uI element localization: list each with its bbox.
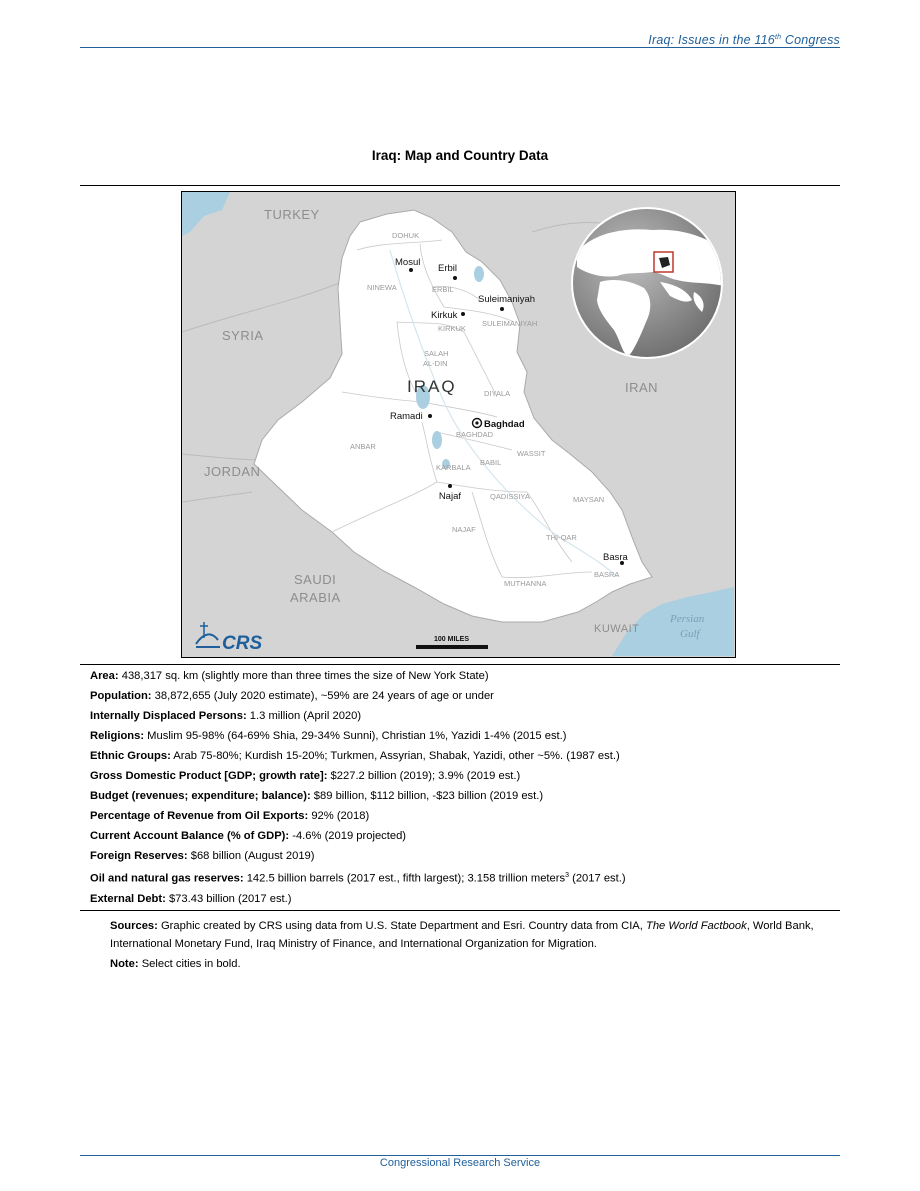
facts-top-rule [80,664,840,665]
fact-value: $89 billion, $112 billion, -$23 billion (2019 est.) [310,790,544,802]
label-suleimaniyah: SULEIMANIYAH [482,319,538,328]
city-erbil: Erbil [438,263,458,274]
figure-title: Iraq: Map and Country Data [371,148,549,163]
sources-italic: The World Factbook [645,920,747,932]
dot-najaf [448,484,452,488]
figure-top-rule [80,185,840,186]
label-karbala: KARBALA [436,463,471,472]
lake-habbaniyah [432,431,442,449]
sources-label: Sources: [110,920,158,932]
dot-suleimaniyah [500,307,504,311]
fact-value: $73.43 billion (2017 est.) [165,892,292,905]
label-iraq: IRAQ [407,377,457,396]
fact-label: Current Account Balance (% of GDP): [90,830,290,842]
city-najaf: Najaf [438,491,461,502]
label-saudi-1: SAUDI [294,572,337,587]
city-basra: Basra [603,552,628,563]
label-maysan: MAYSAN [573,495,605,504]
fact-row [90,766,840,786]
header-title-tail: Congress [781,33,840,47]
fact-label: Gross Domestic Product [GDP; growth rate]: [90,770,328,782]
fact-label: Internally Displaced Persons: [90,710,247,722]
fact-label: Percentage of Revenue from Oil Exports: [90,810,309,822]
fact-value: 92% (2018) [308,810,370,822]
label-baghdad: BAGHDAD [456,430,494,439]
header-title: Iraq: Issues in the 116 [648,33,775,47]
fact-label: Budget (revenues; expenditure; balance): [90,790,311,802]
fact-value: 142.5 billion barrels (2017 est., fifth largest); 3.158 trillion meters [243,872,566,885]
fact-row [90,889,840,909]
iraq-map [181,191,736,658]
label-babil: BABIL [480,458,502,467]
label-jordan: JORDAN [204,464,261,479]
fact-value: 38,872,655 (July 2020 estimate), ~59% are 24 years of age or under [151,690,494,702]
city-mosul: Mosul [395,257,421,268]
label-erbil: ERBIL [432,285,454,294]
label-thiqar: THI-QAR [546,533,577,542]
lake-dukan [474,266,484,282]
running-footer: Congressional Research Service [379,1157,541,1169]
label-salah-1: SALAH [424,349,449,358]
fact-value: 1.3 million (April 2020) [246,710,362,722]
fact-row [90,686,840,706]
fact-row [90,866,840,889]
label-persian: Persian [670,613,705,625]
fact-label: Population: [90,690,152,702]
fact-row [90,746,840,766]
dot-ramadi [428,414,432,418]
label-wassit: WASSIT [517,449,546,458]
fact-value: Muslim 95-98% (64-69% Shia, 29-34% Sunni), Christian 1%, Yazidi 1-4% (2015 est.) [144,730,567,742]
fact-row [90,846,840,866]
footer-rule [80,1155,840,1156]
label-iran: IRAN [625,380,659,395]
fact-label: Religions: [90,730,145,742]
fact-value-tail: (2017 est.) [569,872,626,885]
dot-erbil [453,276,457,280]
country-facts [90,666,840,909]
label-diyala: DIYALA [484,389,511,398]
label-kuwait: KUWAIT [594,623,640,635]
scale-bar [416,645,488,649]
fact-value: $68 billion (August 2019) [187,850,315,862]
label-najaf: NAJAF [452,525,476,534]
fact-value: Arab 75-80%; Kurdish 15-20%; Turkmen, Assyrian, Shabak, Yazidi, other ~5%. (1987 est.) [170,750,620,762]
fact-label: Foreign Reserves: [90,850,188,862]
sources-text-1: Graphic created by CRS using data from U.S. State Department and Esri. Country data from CIA, [157,920,646,932]
crs-logo-text: CRS [222,633,263,654]
label-gulf: Gulf [680,628,700,640]
fact-label: Ethnic Groups: [90,750,171,762]
city-kirkuk: Kirkuk [431,310,458,321]
fact-row [90,826,840,846]
label-qadissiya: QADISSIYA [490,492,530,501]
fact-row [90,806,840,826]
fact-value: $227.2 billion (2019); 3.9% (2019 est.) [327,770,521,782]
facts-bottom-rule [80,910,840,911]
label-ninewa: NINEWA [367,283,397,292]
label-saudi-2: ARABIA [290,590,341,605]
fact-label: Oil and natural gas reserves: [90,872,244,885]
label-anbar: ANBAR [350,442,376,451]
note-text: Select cities in bold. [138,958,241,970]
capital-center [475,421,478,424]
dot-mosul [409,268,413,272]
header-superscript: th [774,33,782,41]
note-paragraph [110,956,830,974]
fact-row [90,726,840,746]
sources-text-2: , World Bank, International Monetary Fund, Iraq Ministry of Finance, and International Organization for Migration. [110,920,814,950]
city-ramadi: Ramadi [390,411,423,422]
figure-notes [110,918,830,977]
note-label: Note: [110,958,139,970]
label-salah-2: AL-DIN [423,359,448,368]
map-svg [182,192,734,656]
sources-paragraph [110,918,830,953]
fact-label: External Debt: [90,892,166,905]
fact-label: Area: [90,670,119,682]
fact-row [90,786,840,806]
fact-row [90,706,840,726]
label-dohuk: DOHUK [392,231,420,240]
label-kirkuk: KIRKUK [438,324,466,333]
running-header [648,33,840,47]
fact-superscript: 3 [565,872,569,879]
fact-row [90,666,840,686]
city-baghdad: Baghdad [484,419,525,430]
scale-label: 100 MILES [434,636,470,643]
header-rule [80,47,840,48]
fact-value: -4.6% (2019 projected) [289,830,407,842]
label-muthanna: MUTHANNA [504,579,547,588]
label-turkey: TURKEY [264,207,320,222]
label-syria: SYRIA [222,328,264,343]
fact-value: 438,317 sq. km (slightly more than three times the size of New York State) [118,670,489,682]
dot-kirkuk [461,312,465,316]
label-basra: BASRA [594,570,620,579]
city-suleimaniyah: Suleimaniyah [478,294,536,305]
